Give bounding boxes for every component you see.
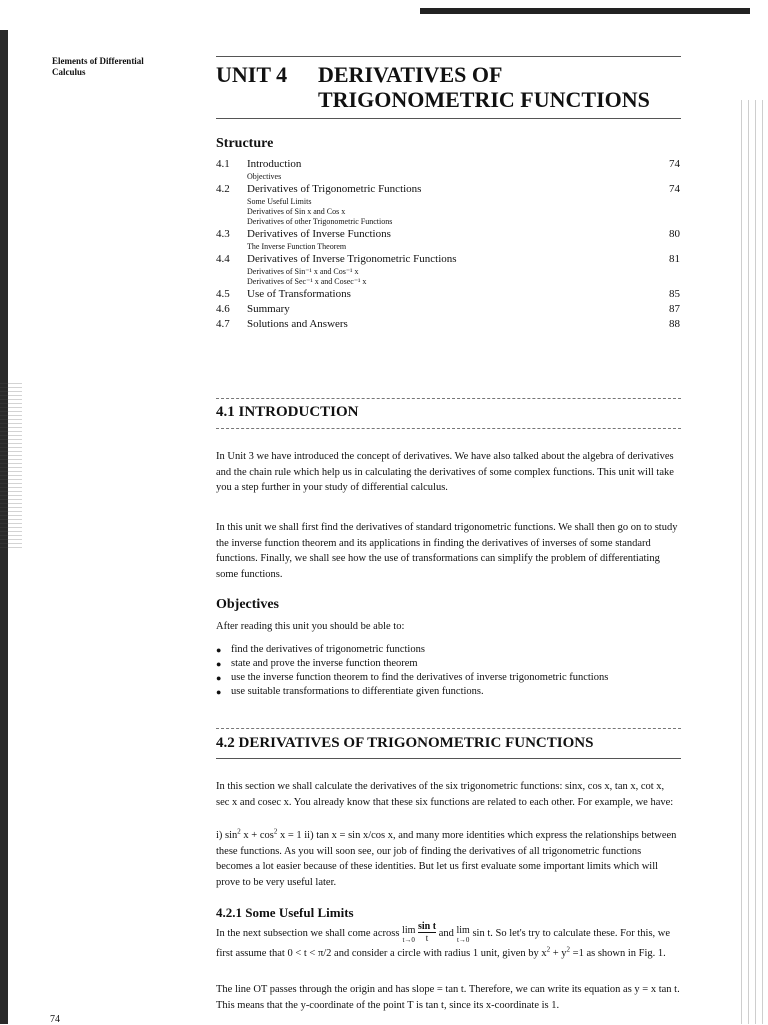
scan-noise-left xyxy=(0,380,22,550)
toc-subentry: Some Useful Limits xyxy=(247,197,312,206)
unit-label: UNIT 4 xyxy=(216,62,288,87)
title-rule-bottom xyxy=(216,118,681,119)
toc-entry xyxy=(216,302,680,317)
section-rule xyxy=(216,398,681,399)
toc-subentry: Derivatives of Sec⁻¹ x and Cosec⁻¹ x xyxy=(247,277,367,286)
section-heading-introduction: 4.1 INTRODUCTION xyxy=(216,404,359,420)
limits-paragraph-1: In the next subsection we shall come across lim t→0 $\frac{\text{sin t}}{t}$ and lim t→0 sin t. So let's try to calculate these. For this, we first assume that 0 < t < π/2 and consider a circle with radius 1 unit, given by $x^2 + y^2 =1$ as shown in Fig. 1. xyxy=(216,921,671,959)
toc-entry xyxy=(216,182,680,197)
structure-heading: Structure xyxy=(216,136,274,151)
toc-entry-number: 4.1 xyxy=(216,158,230,170)
section-heading-derivatives: 4.2 DERIVATIVES OF TRIGONOMETRIC FUNCTIONS xyxy=(216,735,594,751)
objectives-list xyxy=(216,643,686,699)
toc-entry-number: 4.7 xyxy=(216,318,230,330)
toc-entry-number: 4.5 xyxy=(216,288,230,300)
toc-entry-title: Introduction xyxy=(247,158,302,170)
toc-entry-title: Solutions and Answers xyxy=(247,318,348,330)
toc-entry-title: Use of Transformations xyxy=(247,288,351,300)
objectives-heading: Objectives xyxy=(216,597,279,612)
toc-entry xyxy=(216,227,680,242)
toc-subentry: Derivatives of other Trigonometric Functions xyxy=(247,217,393,226)
objective-item: ● use suitable transformations to differentiate given functions. xyxy=(216,685,686,699)
toc-entry xyxy=(216,317,680,332)
toc-entry-title: Derivatives of Inverse Functions xyxy=(247,228,391,240)
intro-paragraph-1: In Unit 3 we have introduced the concept of derivatives. We have also talked about the algebra of derivatives and the chain rule which help us in calculating the derivatives of some complex functions. This unit will take you a step further in your study of differential calculus. xyxy=(216,451,674,493)
toc-entry-page: 74 xyxy=(669,158,680,170)
toc-subentry: Derivatives of Sin⁻¹ x and Cos⁻¹ x xyxy=(247,267,359,276)
toc-entry-title: Summary xyxy=(247,303,290,315)
toc-entry xyxy=(216,287,680,302)
scan-edge-top xyxy=(420,8,750,14)
toc-entry-page: 88 xyxy=(669,318,680,330)
toc-entry-page: 74 xyxy=(669,183,680,195)
scan-edge-right xyxy=(735,100,768,1024)
objective-item: ● use the inverse function theorem to find the derivatives of inverse trigonometric functions xyxy=(216,671,686,685)
toc-subentry: Objectives xyxy=(247,172,282,181)
toc-entry-page: 85 xyxy=(669,288,680,300)
fraction-sin-t-over-t: $\frac{\text{sin t}}{t}$ xyxy=(418,921,437,943)
unit-title-line1: DERIVATIVES OF xyxy=(318,62,503,87)
toc-entry-page: 81 xyxy=(669,253,680,265)
toc-entry-number: 4.6 xyxy=(216,303,230,315)
toc-entry-number: 4.2 xyxy=(216,183,230,195)
toc-entry-page: 87 xyxy=(669,303,680,315)
objective-item: ● state and prove the inverse function theorem xyxy=(216,657,686,671)
subsection-heading-limits: 4.2.1 Some Useful Limits xyxy=(216,905,354,920)
intro-paragraph-2: In this unit we shall first find the derivatives of standard trigonometric functions. We shall then go on to study the inverse function theorem and its applications in finding the derivatives of inverses of some standard functions. Finally, we shall see how the use of transformations can simplify the problem of differentiating some functions. xyxy=(216,522,678,580)
section-rule xyxy=(216,728,681,729)
book-title-line2: Calculus xyxy=(52,67,86,77)
toc-entry-page: 80 xyxy=(669,228,680,240)
limits-paragraph-2: The line OT passes through the origin and has slope = tan t. Therefore, we can write its equation as y = x tan t. This means that the y-coordinate of the point T is tan t, since its x-coordinate is 1. xyxy=(216,984,680,1011)
book-title-line1: Elements of Differential xyxy=(52,56,144,66)
section42-paragraph-1: In this section we shall calculate the derivatives of the six trigonometric functions: sinx, cos x, tan x, cot x, sec x and cosec x. You already know that these six functions are related to each other. For example, we have: xyxy=(216,781,674,808)
section42-paragraph-2: i) $\sin^2 x + \cos^2 x = 1$ ii) tan x = sin x/cos x, and many more identities which express the relationships between these functions. As you will soon see, our job of finding the derivatives of all trigonometric functions becomes a lot easier because of these identities. But let us first evaluate some important limits which will prove to be very useful later. xyxy=(216,827,677,888)
toc-entry-number: 4.4 xyxy=(216,253,230,265)
unit-title xyxy=(216,62,650,112)
limit-expression: lim t→0 xyxy=(402,925,416,944)
section-rule xyxy=(216,758,681,759)
section-rule xyxy=(216,428,681,429)
running-header xyxy=(52,56,144,78)
toc-entry-title: Derivatives of Trigonometric Functions xyxy=(247,183,422,195)
objective-item: ● find the derivatives of trigonometric functions xyxy=(216,643,686,657)
page-number: 74 xyxy=(50,1014,60,1025)
toc-entry-number: 4.3 xyxy=(216,228,230,240)
objectives-lead: After reading this unit you should be able to: xyxy=(216,621,405,632)
toc-entry-title: Derivatives of Inverse Trigonometric Functions xyxy=(247,253,457,265)
toc-subentry: Derivatives of Sin x and Cos x xyxy=(247,207,346,216)
toc-entry xyxy=(216,157,680,172)
limit-expression: lim t→0 xyxy=(456,925,470,944)
table-of-contents xyxy=(216,157,680,332)
unit-title-line2: TRIGONOMETRIC FUNCTIONS xyxy=(318,87,650,112)
toc-subentry: The Inverse Function Theorem xyxy=(247,242,347,251)
title-rule-top xyxy=(216,56,681,57)
toc-entry xyxy=(216,252,680,267)
